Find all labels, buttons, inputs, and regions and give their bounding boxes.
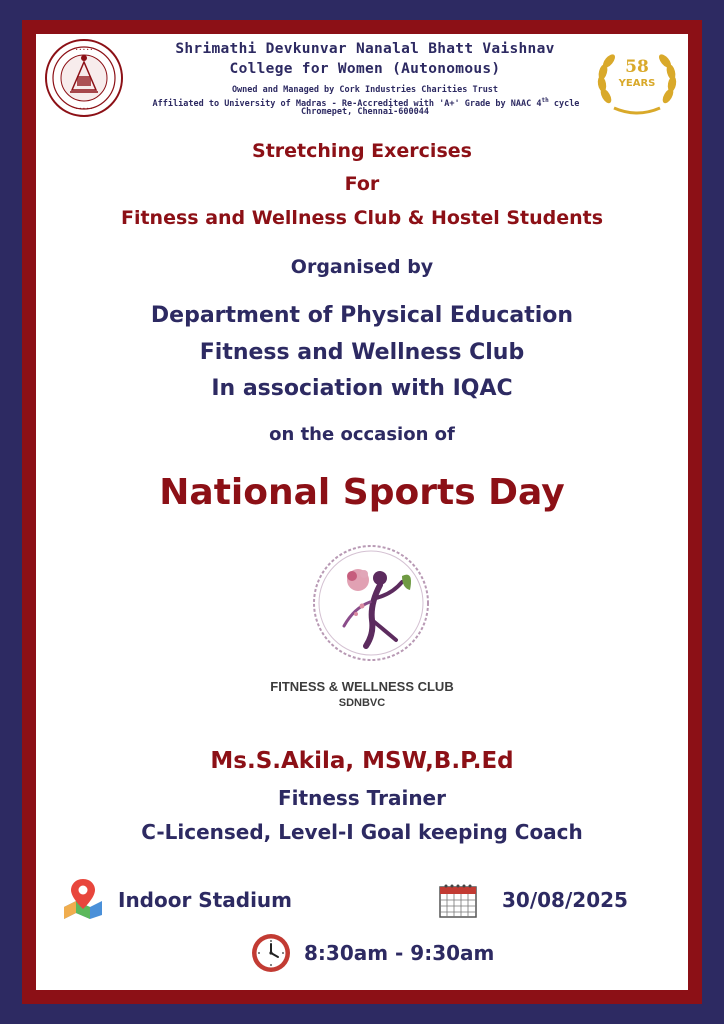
years-number: 58	[625, 57, 649, 77]
event-line1: Stretching Exercises	[252, 140, 472, 162]
club-logo-sub: SDNBVC	[338, 697, 386, 709]
owned-by: Owned and Managed by Cork Industries Charities Trust	[231, 85, 499, 95]
organiser-line1: Department of Physical Education	[150, 303, 574, 328]
affiliation: Affiliated to University of Madras - Re-Accredited with 'A+' Grade by NAAC 4th cycle	[152, 97, 580, 109]
club-logo	[310, 542, 432, 664]
trainer-credential: C-Licensed, Level-I Goal keeping Coach	[141, 820, 583, 844]
college-name-line1: Shrimathi Devkunvar Nanalal Bhatt Vaishnav	[175, 41, 555, 57]
college-name-line2: College for Women (Autonomous)	[229, 61, 501, 77]
svg-text:• • • • •: • • • • •	[75, 106, 93, 111]
event-title: National Sports Day	[159, 472, 565, 513]
address: Chromepet, Chennai-600044	[301, 107, 429, 117]
poster	[36, 34, 688, 990]
organiser-line2: Fitness and Wellness Club	[199, 340, 525, 365]
date-text: 30/08/2025	[502, 888, 628, 912]
organiser-line3: In association with IQAC	[211, 376, 513, 401]
clock-icon	[250, 932, 292, 974]
venue-text: Indoor Stadium	[118, 888, 293, 912]
time-text: 8:30am - 9:30am	[304, 941, 495, 965]
organised-by: Organised by	[290, 256, 434, 278]
event-line2: For	[344, 173, 380, 195]
college-emblem	[44, 38, 124, 118]
trainer-role: Fitness Trainer	[278, 786, 446, 810]
club-logo-name: FITNESS & WELLNESS CLUB	[270, 679, 454, 694]
map-pin-icon	[62, 877, 104, 919]
event-line3: Fitness and Wellness Club & Hostel Students	[120, 207, 604, 229]
trainer-name: Ms.S.Akila, MSW,B.P.Ed	[210, 748, 514, 774]
occasion-text: on the occasion of	[269, 424, 455, 445]
calendar-icon	[438, 883, 480, 919]
svg-text:• • • • •: • • • • •	[75, 47, 93, 52]
years-label: YEARS	[618, 78, 656, 89]
